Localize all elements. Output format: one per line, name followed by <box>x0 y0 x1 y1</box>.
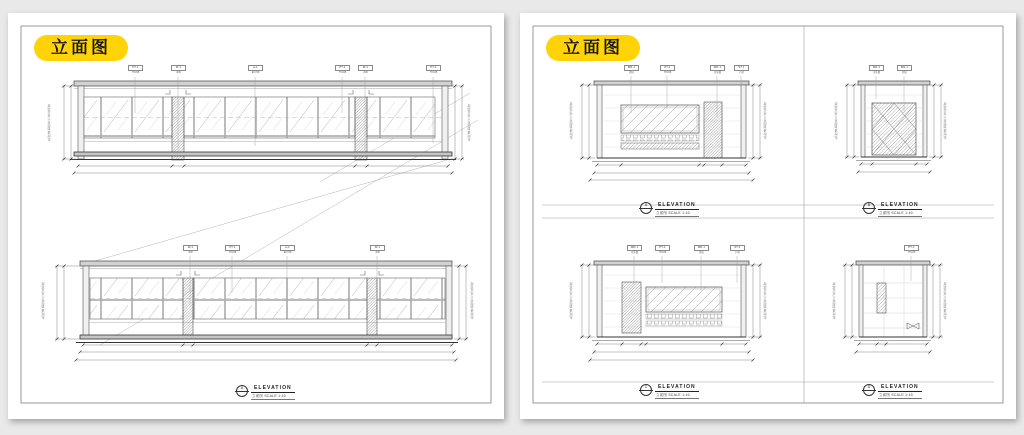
material-tag <box>624 65 639 74</box>
top-elevation-drawing <box>62 77 464 175</box>
mirror-panel <box>621 105 699 133</box>
tag-label: ECY08 <box>283 250 292 254</box>
tag-label: 木饰面 <box>713 70 722 74</box>
tag-label: 4N6 <box>176 70 181 74</box>
drawing-title <box>863 384 922 399</box>
tag-label: HY228 <box>663 70 672 74</box>
tag-label: 4N6 <box>188 250 193 254</box>
tag-label: ECY08 <box>251 70 260 74</box>
tag-label: HY228 <box>658 250 667 254</box>
material-tag <box>710 65 725 74</box>
tag-label: 银镜 <box>902 70 907 74</box>
tag-label: HY228 <box>131 70 140 74</box>
side-annotation: 乳胶漆饰面至天花底高度 <box>569 281 573 319</box>
tag-label: HY228 <box>907 250 916 254</box>
tag-code: PT-1 <box>655 245 670 251</box>
material-tag <box>660 65 675 74</box>
tag-code: W-1 <box>171 65 186 71</box>
sheet-right <box>520 13 1016 419</box>
title-circle <box>863 384 875 396</box>
tag-code: A-1 <box>280 245 295 251</box>
side-annotation: 乳胶漆饰面至天花底高度 <box>943 101 947 139</box>
elevation-badge: 立面图 <box>546 35 640 61</box>
side-annotation: 乳胶漆饰面至天花底高度 <box>41 281 45 319</box>
title-scale: 立面图 SCALE 1:40 <box>655 392 699 399</box>
tag-code: A-1 <box>248 65 263 71</box>
tag-label: 银镜 <box>699 250 704 254</box>
title-letter: A <box>240 386 244 390</box>
material-tag <box>655 245 670 254</box>
mirror-strip <box>877 283 886 313</box>
elevation-bottom-right <box>843 256 943 354</box>
tag-code: ST-1 <box>734 65 749 71</box>
title-scale: 立面图 SCALE 1:40 <box>251 393 295 400</box>
tag-code: PT-1 <box>128 65 143 71</box>
wood-panel <box>622 282 641 333</box>
material-tag <box>128 65 143 74</box>
material-tag <box>370 245 385 254</box>
tag-label: HY228 <box>228 250 237 254</box>
material-tag <box>426 65 441 74</box>
drawing-title <box>863 202 922 217</box>
drawing-title <box>236 385 295 400</box>
material-tag <box>358 65 373 74</box>
material-tag <box>171 65 186 74</box>
side-annotation: 乳胶漆饰面至天花底高度 <box>832 281 836 319</box>
bottom-elevation-drawing <box>55 256 468 362</box>
tag-label: 4N6 <box>375 250 380 254</box>
tag-code: WD-1 <box>627 245 642 251</box>
tag-code: PT-1 <box>660 65 675 71</box>
drawing-title <box>640 202 699 217</box>
sheet-left <box>8 13 504 419</box>
hatched-column <box>183 278 193 335</box>
title-letter: B <box>867 203 871 207</box>
title-scale: 立面图 SCALE 1:40 <box>655 210 699 217</box>
drawing-title <box>640 384 699 399</box>
title-scale: 立面图 SCALE 1:40 <box>878 210 922 217</box>
tag-code: W-1 <box>183 245 198 251</box>
side-annotation: 乳胶漆饰面至天花底高度 <box>763 281 767 319</box>
title-circle <box>640 202 652 214</box>
material-tag <box>904 245 919 254</box>
tag-label: HY228 <box>429 70 438 74</box>
title-letter: C <box>644 385 648 389</box>
material-tag <box>694 245 709 254</box>
elevation-top-left <box>580 76 762 182</box>
tag-label: 木饰面 <box>630 250 639 254</box>
side-annotation: 乳胶漆饰面至天花底高度 <box>943 281 947 319</box>
tag-label: 银镜 <box>629 70 634 74</box>
tag-code: PT-1 <box>904 245 919 251</box>
tag-code: W-1 <box>358 65 373 71</box>
title-name: ELEVATION <box>878 202 922 210</box>
shelf-items <box>646 321 722 326</box>
title-name: ELEVATION <box>655 384 699 392</box>
shelf-items <box>621 135 699 141</box>
tag-label: 石材 <box>735 250 740 254</box>
side-annotation: 乳胶漆饰面至天花底高度 <box>763 101 767 139</box>
title-circle <box>863 202 875 214</box>
title-name: ELEVATION <box>251 385 295 393</box>
material-tag <box>225 245 240 254</box>
right-sheet-linework <box>520 13 1016 419</box>
tag-code: WD-1 <box>710 65 725 71</box>
material-tag <box>280 245 295 254</box>
material-tag <box>335 65 350 74</box>
mirror-panel <box>646 287 722 312</box>
tag-label: 木饰面 <box>872 70 881 74</box>
tag-code: PT-1 <box>335 65 350 71</box>
side-annotation: 乳胶漆饰面至天花底高度 <box>470 281 474 319</box>
tag-label: HY228 <box>338 70 347 74</box>
title-letter: D <box>867 385 871 389</box>
title-name: ELEVATION <box>655 202 699 210</box>
side-annotation: 乳胶漆饰面至天花底高度 <box>47 103 51 141</box>
tag-code: WD-1 <box>869 65 884 71</box>
tag-label: 石材 <box>739 70 744 74</box>
side-annotation: 乳胶漆饰面至天花底高度 <box>467 103 471 141</box>
tag-code: W-1 <box>370 245 385 251</box>
hatched-column <box>355 97 367 160</box>
title-circle <box>640 384 652 396</box>
hatched-column <box>367 278 377 335</box>
material-tag <box>730 245 745 254</box>
material-tag <box>248 65 263 74</box>
material-tag <box>897 65 912 74</box>
tag-code: ST-1 <box>730 245 745 251</box>
side-annotation: 乳胶漆饰面至天花底高度 <box>834 101 838 139</box>
material-tag <box>869 65 884 74</box>
material-tag <box>627 245 642 254</box>
side-annotation: 乳胶漆饰面至天花底高度 <box>569 101 573 139</box>
title-scale: 立面图 SCALE 1:40 <box>878 392 922 399</box>
title-circle <box>236 385 248 397</box>
material-tag <box>183 245 198 254</box>
elevation-top-right <box>845 76 943 174</box>
elevation-bottom-left <box>580 256 762 362</box>
title-letter: A <box>644 203 648 207</box>
tag-code: PT-1 <box>225 245 240 251</box>
material-tag <box>734 65 749 74</box>
wood-panel <box>704 102 722 158</box>
elevation-badge: 立面图 <box>34 35 128 61</box>
tag-code: MR-1 <box>897 65 912 71</box>
tag-label: 4N6 <box>363 70 368 74</box>
tag-code: MR-1 <box>694 245 709 251</box>
tag-code: PT-1 <box>426 65 441 71</box>
shelf-items <box>646 314 722 319</box>
tag-code: MR-1 <box>624 65 639 71</box>
title-name: ELEVATION <box>878 384 922 392</box>
counter-band <box>621 143 699 149</box>
